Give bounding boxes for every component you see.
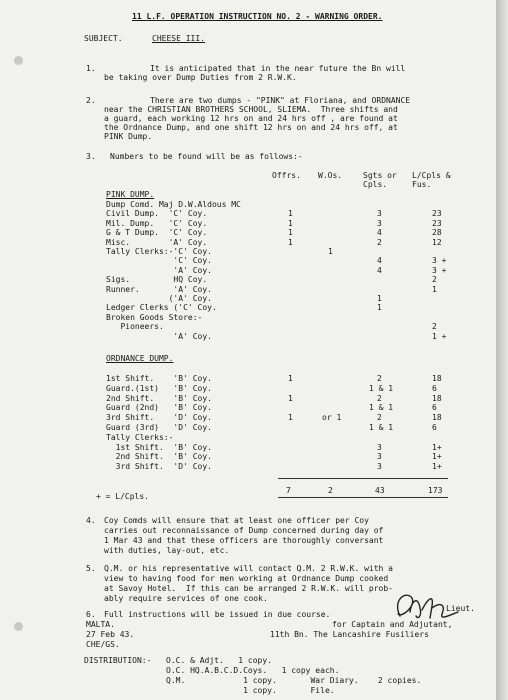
table-row-label: Civil Dump. 'C' Coy. bbox=[106, 209, 208, 219]
table-cell: 4 bbox=[377, 265, 382, 275]
table-cell: 3 bbox=[377, 442, 382, 452]
table-cell: 2 bbox=[377, 374, 382, 383]
signoff-unit: 11th Bn. The Lancashire Fusiliers bbox=[270, 630, 429, 639]
signoff-for-line: for Captain and Adjutant, bbox=[332, 620, 453, 629]
table-cell: 1 bbox=[288, 228, 293, 238]
table-row-label: G & T Dump. 'C' Coy. bbox=[106, 228, 208, 238]
table-row-label: 3rd Shift. 'D' Coy. bbox=[106, 413, 212, 423]
col-header-sgts: Sgts or Cpls. bbox=[363, 171, 397, 189]
distribution-line: O.C. HQ.A.B.C.D.Coys. 1 copy each. bbox=[166, 666, 340, 675]
document-title: 11 L.F. OPERATION INSTRUCTION NO. 2 - WARNING ORDER. bbox=[132, 12, 383, 21]
table-row-label: 2nd Shift. 'B' Coy. bbox=[106, 452, 212, 462]
table-cell: 6 bbox=[432, 423, 437, 432]
distribution-line: 1 copy. File. bbox=[166, 686, 335, 695]
subject-value: CHEESE III. bbox=[152, 34, 205, 43]
table-cell: 6 bbox=[432, 383, 437, 393]
paragraph-line: PINK Dump. bbox=[104, 132, 153, 141]
paragraph-line: Coy Comds will ensure that at least one officer per Coy bbox=[104, 516, 369, 525]
paragraph-line: view to having food for men working at Ordnance Dump cooked bbox=[104, 574, 389, 583]
table-cell: 28 bbox=[432, 228, 442, 238]
page-edge-shadow bbox=[496, 0, 508, 700]
table-row-label: 'A' Coy. bbox=[106, 331, 212, 341]
table-row-label: Misc. 'A' Coy. bbox=[106, 237, 208, 247]
signoff-date: 27 Feb 43. bbox=[86, 630, 135, 639]
table-row-label: Ledger Clerks ('C' Coy. bbox=[106, 303, 217, 313]
table-cell: 3 bbox=[377, 462, 382, 472]
total-lcpls: 173 bbox=[428, 486, 443, 495]
distribution-line: O.C. & Adjt. 1 copy. bbox=[166, 656, 272, 665]
table-footnote: + = L/Cpls. bbox=[96, 492, 149, 501]
table-cell: 4 bbox=[377, 228, 382, 238]
paragraph-line: Q.M. or his representative will contact Q.M. 2 R.W.K. with a bbox=[104, 564, 393, 573]
col-header-wos: W.Os. bbox=[318, 171, 343, 180]
table-row-label: 'A' Coy. bbox=[106, 265, 212, 275]
paragraph-line: with duties, lay-out, etc. bbox=[104, 546, 230, 555]
table-cell: 1 bbox=[328, 247, 333, 256]
paragraph-line: be taking over Dump Duties from 2 R.W.K. bbox=[104, 73, 297, 82]
table-cell: 18 bbox=[432, 393, 442, 403]
table-row-label: Tally Clerks:-'C' Coy. bbox=[106, 247, 212, 256]
table-cell: 1 bbox=[288, 413, 293, 423]
subject-label: SUBJECT. bbox=[84, 34, 123, 43]
table-cell: 1 & 1 bbox=[369, 423, 394, 432]
table-cell: 3 bbox=[377, 218, 382, 228]
table-cell: 1+ bbox=[432, 462, 442, 472]
table-row-label: Runner. 'A' Coy. bbox=[106, 284, 212, 294]
paragraph-number: 5. bbox=[86, 564, 96, 573]
totals-rule bbox=[278, 497, 448, 498]
table-cell: 1 + bbox=[432, 331, 447, 341]
pink-dump-heading: PINK DUMP. bbox=[106, 190, 155, 199]
table-row-label: Tally Clerks:- bbox=[106, 432, 174, 442]
table-cell: 18 bbox=[432, 413, 442, 423]
signoff-place: MALTA. bbox=[86, 620, 115, 629]
table-cell: 4 bbox=[377, 256, 382, 266]
paragraph-number: 1. bbox=[86, 64, 96, 73]
table-cell: 1 & 1 bbox=[369, 383, 394, 393]
table-row-label: Dump Comd. Maj D.W.Aldous MC bbox=[106, 200, 241, 209]
table-cell: 23 bbox=[432, 209, 442, 219]
table-row-label: Guard.(1st) 'B' Coy. bbox=[106, 383, 212, 393]
distribution-line: Q.M. 1 copy. War Diary. 2 copies. bbox=[166, 676, 422, 685]
paragraph-line: carries out reconnaissance of Dump concerned during day of bbox=[104, 526, 384, 535]
punch-hole bbox=[14, 622, 23, 631]
distribution-label: DISTRIBUTION:- bbox=[84, 656, 152, 665]
table-row-label: Mil. Dump. 'C' Coy. bbox=[106, 218, 208, 228]
table-cell: 23 bbox=[432, 218, 442, 228]
paragraph-line: a guard, each working 12 hrs on and 24 hrs off , are found at bbox=[104, 114, 398, 123]
table-cell: 3 bbox=[377, 452, 382, 462]
table-cell: 18 bbox=[432, 374, 442, 383]
table-row-label: 2nd Shift. 'B' Coy. bbox=[106, 393, 212, 403]
table-cell: 3 bbox=[377, 209, 382, 219]
col-header-lcpls: L/Cpls & Fus. bbox=[412, 171, 451, 189]
table-row-label: Broken Goods Store:- bbox=[106, 312, 203, 322]
table-row-label: Pioneers. bbox=[106, 322, 164, 332]
table-row-label: Sigs. HQ Coy. bbox=[106, 275, 208, 285]
paragraph-number: 2. bbox=[86, 96, 96, 105]
paragraph-number: 4. bbox=[86, 516, 96, 525]
paragraph-line: There are two dumps - "PINK" at Floriana, and ORDNANCE bbox=[150, 96, 411, 105]
table-cell: 1 bbox=[288, 393, 293, 403]
table-row-label: 3rd Shift. 'D' Coy. bbox=[106, 462, 212, 472]
table-cell: 1 & 1 bbox=[369, 403, 394, 413]
table-cell: 3 + bbox=[432, 265, 447, 275]
table-cell: 2 bbox=[377, 237, 382, 247]
table-row-label: Guard (3rd) 'D' Coy. bbox=[106, 423, 212, 432]
table-cell: 2 bbox=[432, 275, 437, 285]
signoff-ref: CHE/GS. bbox=[86, 640, 120, 649]
table-cell: 2 bbox=[377, 413, 382, 423]
paragraph-line: ably require services of one cook. bbox=[104, 594, 268, 603]
paragraph-line: at Savoy Hotel. If this can be arranged 2 R.W.K. will prob- bbox=[104, 584, 393, 593]
table-cell: 1 bbox=[288, 237, 293, 247]
paragraph-line: near the CHRISTIAN BROTHERS SCHOOL, SLIEMA. Three shifts and bbox=[104, 105, 398, 114]
table-cell: 1 bbox=[377, 294, 382, 303]
total-wos: 2 bbox=[328, 486, 333, 495]
table-cell: 3 + bbox=[432, 256, 447, 266]
ordnance-dump-heading: ORDNANCE DUMP. bbox=[106, 354, 174, 363]
table-row-label: 1st Shift. 'B' Coy. bbox=[106, 374, 212, 383]
col-header-offrs: Offrs. bbox=[272, 171, 301, 180]
table-cell: 1 bbox=[288, 209, 293, 219]
table-cell: 1 bbox=[432, 284, 437, 294]
table-row-label: Guard (2nd) 'B' Coy. bbox=[106, 403, 212, 413]
table-cell: 2 bbox=[432, 322, 437, 332]
table-cell: 12 bbox=[432, 237, 442, 247]
table-cell: 1 bbox=[377, 303, 382, 313]
paragraph-line: the Ordnance Dump, and one shift 12 hrs on and 24 hrs off, at bbox=[104, 123, 398, 132]
table-row-label: ('A' Coy. bbox=[106, 294, 212, 303]
total-offrs: 7 bbox=[286, 486, 291, 495]
table-row-label: 'C' Coy. bbox=[106, 256, 212, 266]
punch-hole bbox=[14, 56, 23, 65]
signoff-rank: Lieut. bbox=[446, 604, 475, 613]
paragraph-line: It is anticipated that in the near future the Bn will bbox=[150, 64, 406, 73]
totals-rule bbox=[278, 478, 448, 479]
table-cell: 1 bbox=[288, 374, 293, 383]
table-row-label: 1st Shift. 'B' Coy. bbox=[106, 442, 212, 452]
table-cell: 1+ bbox=[432, 442, 442, 452]
table-cell: 6 bbox=[432, 403, 437, 413]
table-cell: 1 bbox=[288, 218, 293, 228]
paragraph-number: 3. bbox=[86, 152, 96, 161]
paragraph-number: 6. bbox=[86, 610, 96, 619]
table-cell: 1+ bbox=[432, 452, 442, 462]
paragraph-line: 1 Mar 43 and that these officers are thoroughly conversant bbox=[104, 536, 384, 545]
paragraph-line: Full instructions will be issued in due course. bbox=[104, 610, 331, 619]
total-sgts: 43 bbox=[375, 486, 385, 495]
paragraph-line: Numbers to be found will be as follows:- bbox=[110, 152, 303, 161]
table-cell: 2 bbox=[377, 393, 382, 403]
table-cell: or 1 bbox=[322, 413, 342, 423]
